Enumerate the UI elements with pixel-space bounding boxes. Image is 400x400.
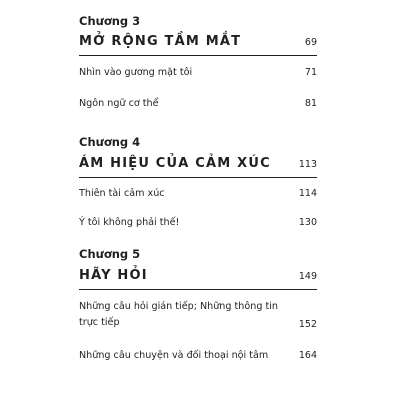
page-number: 81 bbox=[304, 98, 317, 109]
entry-title-line-1: Những câu hỏi gián tiếp; Những thông tin bbox=[79, 301, 278, 312]
chapter-heading: Chương 3 bbox=[79, 14, 141, 28]
toc-entry[interactable] bbox=[79, 186, 317, 202]
chapter-title-row[interactable] bbox=[79, 34, 317, 56]
page-number: 130 bbox=[298, 217, 317, 228]
chapter-title: ÁM HIỆU CỦA CẢM XÚC bbox=[79, 156, 271, 171]
page-number: 113 bbox=[298, 159, 317, 170]
toc-entry[interactable] bbox=[79, 96, 317, 112]
toc-entry[interactable] bbox=[79, 299, 317, 333]
chapter-title-row[interactable] bbox=[79, 156, 317, 178]
toc-entry[interactable] bbox=[79, 348, 317, 364]
page-number: 69 bbox=[304, 37, 317, 48]
entry-title: Nhìn vào gương mặt tôi bbox=[79, 67, 193, 78]
chapter-divider bbox=[79, 289, 317, 290]
chapter-5-block bbox=[79, 245, 317, 375]
entry-title-line-2: trực tiếp bbox=[79, 317, 120, 328]
entry-title: Những câu chuyện và đối thoại nội tâm bbox=[79, 350, 269, 361]
entry-title: Thiên tài cảm xúc bbox=[79, 188, 165, 199]
page-number: 152 bbox=[298, 319, 317, 330]
toc-entry[interactable] bbox=[79, 65, 317, 81]
chapter-heading: Chương 4 bbox=[79, 135, 141, 149]
chapter-4-block bbox=[79, 135, 317, 235]
chapter-title-row[interactable] bbox=[79, 268, 317, 290]
entry-title: Ngôn ngữ cơ thể bbox=[79, 98, 159, 109]
entry-title: Ý tôi không phải thế! bbox=[79, 217, 180, 228]
toc-entry[interactable] bbox=[79, 215, 317, 231]
chapter-heading: Chương 5 bbox=[79, 247, 141, 261]
chapter-title: HÃY HỎI bbox=[79, 268, 148, 283]
chapter-3-block bbox=[79, 10, 317, 120]
chapter-title: MỞ RỘNG TẦM MẮT bbox=[79, 34, 242, 49]
chapter-divider bbox=[79, 177, 317, 178]
page-number: 114 bbox=[298, 188, 317, 199]
chapter-divider bbox=[79, 55, 317, 56]
page-number: 149 bbox=[298, 271, 317, 282]
page-number: 164 bbox=[298, 350, 317, 361]
page-number: 71 bbox=[304, 67, 317, 78]
